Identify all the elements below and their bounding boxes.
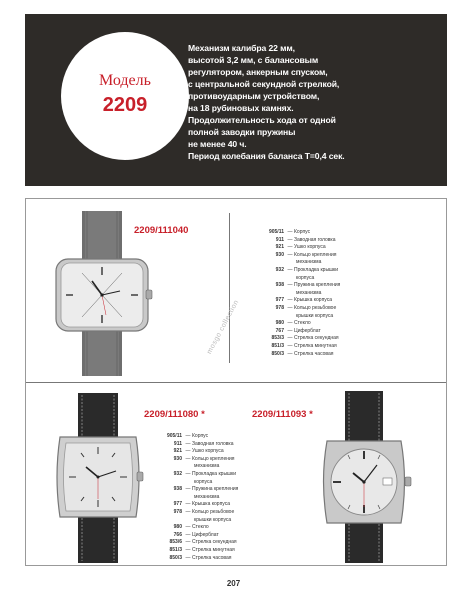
part-number: 980 bbox=[275, 320, 284, 327]
part-row: 938 — Пружина крепления bbox=[154, 486, 238, 494]
part-name: Циферблат bbox=[294, 327, 321, 334]
spec-line: Период колебания баланса T=0,4 сек. bbox=[188, 151, 345, 161]
part-name: Крышка корпуса bbox=[294, 297, 333, 304]
part-row: 921 — Ушко корпуса bbox=[256, 244, 340, 252]
spec-line: не менее 40 ч. bbox=[188, 139, 247, 149]
part-number: 911 bbox=[173, 440, 182, 447]
part-row: 911 — Заводная головка bbox=[154, 441, 238, 449]
part-row: 930 — Кольцо крепления bbox=[256, 252, 340, 260]
part-row: 851/3 — Стрелка минутная bbox=[256, 343, 340, 351]
part-row: 938 — Пружина крепления bbox=[256, 282, 340, 290]
part-row: 977 — Крышка корпуса bbox=[256, 297, 340, 305]
part-name: Стрелка часовая bbox=[192, 554, 232, 561]
part-name: Заводная головка bbox=[294, 236, 336, 243]
part-row: 766 — Циферблат bbox=[154, 532, 238, 540]
reference-111093: 2209/111093 * bbox=[252, 409, 313, 420]
part-name-continued: крышки корпуса bbox=[194, 516, 232, 523]
part-row: 932 — Прокладка крышки bbox=[256, 267, 340, 275]
part-number: 932 bbox=[173, 470, 182, 477]
part-name: Корпус bbox=[192, 433, 209, 439]
part-name-continued: механизма bbox=[194, 493, 220, 500]
part-number: 905/11 bbox=[268, 229, 284, 235]
spec-line: с центральной секундной стрелкой, bbox=[188, 79, 340, 89]
model-number: 2209 bbox=[102, 94, 148, 116]
part-name: Пружина крепления bbox=[294, 282, 341, 289]
model-label: Модель bbox=[99, 72, 151, 89]
part-row: 977 — Крышка корпуса bbox=[154, 501, 238, 509]
part-row: 853/3 — Стрелка секундная bbox=[256, 335, 340, 343]
part-row: 980 — Стекло bbox=[256, 320, 340, 328]
part-row: 930 — Кольцо крепления bbox=[154, 456, 238, 464]
page-number: 207 bbox=[226, 579, 241, 588]
part-number: 921 bbox=[275, 244, 284, 251]
spec-line: полной заводки пружины bbox=[188, 127, 296, 137]
part-name: Прокладка крышки bbox=[294, 266, 339, 273]
watch-111093-image bbox=[309, 391, 419, 563]
part-row: 851/3 — Стрелка минутная bbox=[154, 547, 238, 555]
part-number: 978 bbox=[173, 508, 182, 515]
model-badge bbox=[61, 32, 189, 160]
part-number: 851/3 bbox=[169, 546, 182, 553]
reference-111080: 2209/111080 * bbox=[144, 409, 205, 420]
part-number: 766 bbox=[173, 531, 182, 538]
watch-111080-image bbox=[46, 393, 151, 563]
part-name: Корпус bbox=[294, 229, 311, 235]
part-name: Заводная головка bbox=[192, 440, 234, 447]
part-row: 905/11 — Корпус bbox=[154, 433, 238, 441]
movement-specification bbox=[188, 42, 443, 162]
part-number: 930 bbox=[173, 455, 182, 462]
part-name-continued: корпуса bbox=[296, 274, 315, 281]
part-name: Стрелка минутная bbox=[294, 342, 337, 349]
part-number: 978 bbox=[275, 304, 284, 311]
watermark: mosgo collection bbox=[206, 298, 241, 356]
part-number: 977 bbox=[173, 501, 182, 508]
model-header-banner bbox=[25, 14, 447, 186]
part-row: 911 — Заводная головка bbox=[256, 237, 340, 245]
part-number: 851/3 bbox=[271, 342, 284, 349]
part-name: Стрелка минутная bbox=[192, 546, 235, 553]
part-name-continued: механизма bbox=[296, 259, 322, 266]
part-name: Стрелка секундная bbox=[294, 335, 339, 342]
part-name-continued: механизма bbox=[194, 463, 220, 470]
part-name: Циферблат bbox=[192, 531, 219, 538]
parts-list-111040 bbox=[256, 229, 340, 358]
part-number: 980 bbox=[173, 524, 182, 531]
part-name: Стекло bbox=[192, 524, 209, 531]
reference-111040: 2209/111040 bbox=[134, 225, 189, 236]
part-name: Крышка корпуса bbox=[192, 501, 231, 508]
spec-line: противоударным устройством, bbox=[188, 91, 320, 101]
watch-catalogue-panel bbox=[25, 198, 447, 566]
spec-line: Продолжительность хода от одной bbox=[188, 115, 336, 125]
part-name: Ушко корпуса bbox=[294, 244, 326, 251]
part-name-continued: корпуса bbox=[194, 478, 213, 485]
part-row: 980 — Стекло bbox=[154, 524, 238, 532]
part-name: Кольцо резьбовое bbox=[192, 508, 235, 515]
part-name: Кольцо крепления bbox=[294, 251, 337, 258]
part-row: 932 — Прокладка крышки bbox=[154, 471, 238, 479]
part-number: 977 bbox=[275, 297, 284, 304]
part-name: Стрелка часовая bbox=[294, 350, 334, 357]
part-name: Прокладка крышки bbox=[192, 470, 237, 477]
part-name-continued: механизма bbox=[296, 289, 322, 296]
part-number: 905/11 bbox=[166, 433, 182, 439]
part-name: Стрелка секундная bbox=[192, 539, 237, 546]
part-name: Стекло bbox=[294, 320, 311, 327]
part-row: 767 — Циферблат bbox=[256, 328, 340, 336]
section-divider bbox=[26, 382, 446, 383]
part-row: 850/3 — Стрелка часовая bbox=[256, 351, 340, 359]
part-name: Кольцо резьбовое bbox=[294, 304, 337, 311]
part-row: 905/11 — Корпус bbox=[256, 229, 340, 237]
part-name: Пружина крепления bbox=[192, 486, 239, 493]
part-number: 850/3 bbox=[271, 350, 284, 357]
part-name: Ушко корпуса bbox=[192, 448, 224, 455]
part-row: 850/3 — Стрелка часовая bbox=[154, 555, 238, 563]
part-number: 938 bbox=[173, 486, 182, 493]
part-number: 921 bbox=[173, 448, 182, 455]
part-row: 921 — Ушко корпуса bbox=[154, 448, 238, 456]
part-number: 932 bbox=[275, 266, 284, 273]
part-number: 853/3 bbox=[271, 335, 284, 342]
part-name-continued: крышки корпуса bbox=[296, 312, 334, 319]
parts-list-111080-111093 bbox=[154, 433, 238, 562]
spec-line: Механизм калибра 22 мм, bbox=[188, 43, 295, 53]
spec-line: на 18 рубиновых камнях. bbox=[188, 103, 294, 113]
part-number: 911 bbox=[275, 236, 284, 243]
part-row: 978 — Кольцо резьбовое bbox=[256, 305, 340, 313]
part-number: 850/3 bbox=[169, 554, 182, 561]
part-number: 938 bbox=[275, 282, 284, 289]
part-name: Кольцо крепления bbox=[192, 455, 235, 462]
part-number: 767 bbox=[275, 327, 284, 334]
part-number: 930 bbox=[275, 251, 284, 258]
part-number: 853/6 bbox=[169, 539, 182, 546]
column-divider bbox=[229, 213, 230, 363]
spec-line: высотой 3,2 мм, с балансовым bbox=[188, 55, 319, 65]
part-row: 978 — Кольцо резьбовое bbox=[154, 509, 238, 517]
spec-line: регулятором, анкерным спуском, bbox=[188, 67, 328, 77]
part-row: 853/6 — Стрелка секундная bbox=[154, 539, 238, 547]
